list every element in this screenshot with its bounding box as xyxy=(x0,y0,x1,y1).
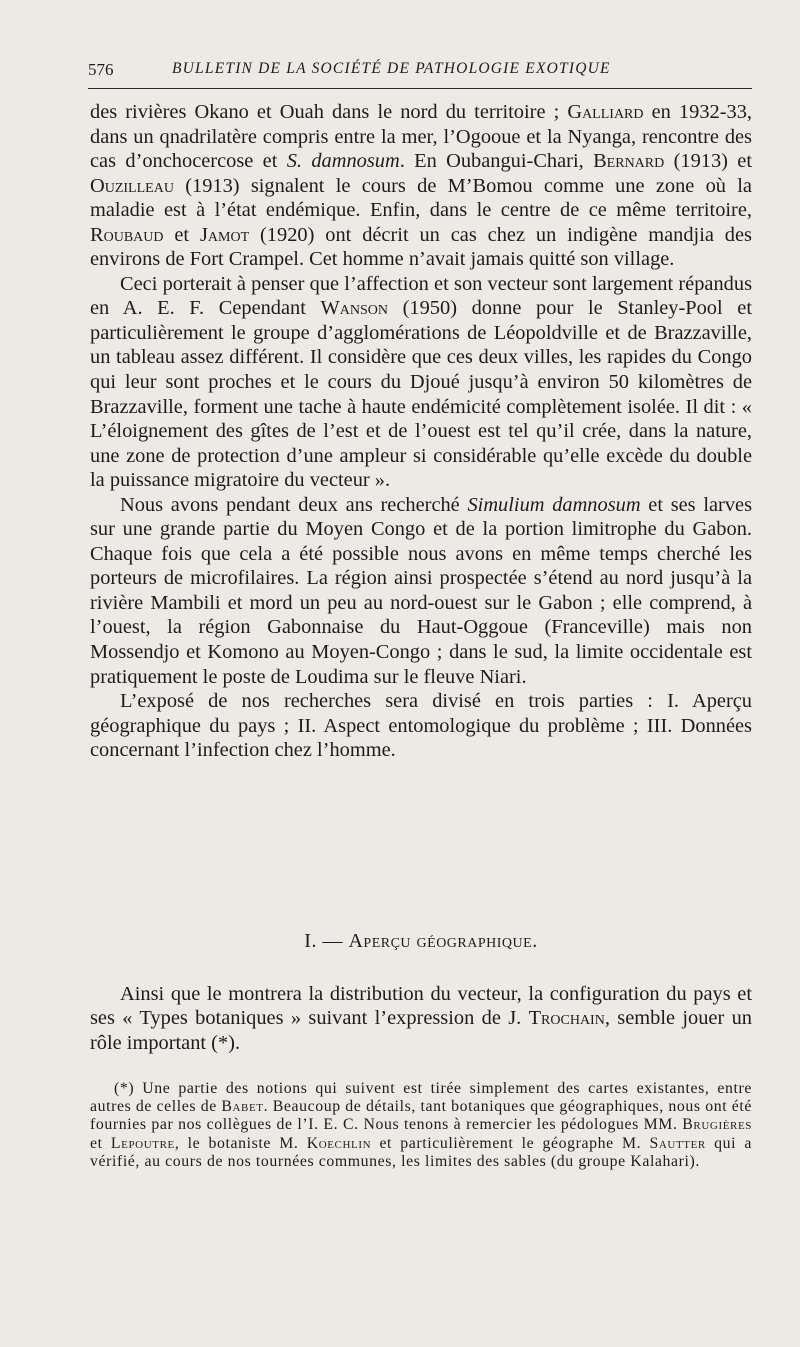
text-run: Nous avons pendant deux ans recherché xyxy=(120,493,468,516)
text-run: , semble jouer un rôle important (*). xyxy=(90,1007,753,1054)
author-trochain: Trochain xyxy=(528,1007,605,1030)
header-rule xyxy=(88,88,752,89)
paragraph-4: L’exposé de nos recherches sera divisé en trois parties : I. Aperçu géographique du pays ; II. Aspect entomologique du problème ; III. Données concernant l’infection chez l’homme. xyxy=(90,690,752,762)
author-jamot: Jamot xyxy=(199,223,250,246)
text-run: et ses larves sur une grande partie du Moyen Congo et de la portion limitrophe du Gabon. Chaque fois que cela a été possible nous avons en même temps cherché les porteurs de microfilaires. La région ainsi prospectée s’étend au nord jusqu’à la rivière Mambili et mord un peu au nord-ouest sur le Gabon ; elle comprend, à l’ouest, la région Gabonnaise du Haut-Oggoue (Franceville) mais non Mossendjo et Komono au Moyen-Congo ; dans le sud, la limite occidentale est pratiquement le poste de Loudima sur le fleuve Niari. xyxy=(90,493,753,688)
author-bernard: Bernard xyxy=(593,150,665,173)
author-roubaud: Roubaud xyxy=(90,223,164,246)
text-run: . En Oubangui-Chari, xyxy=(399,150,594,173)
species-name: Simulium damnosum xyxy=(467,493,641,516)
paragraph-5 xyxy=(90,982,752,1055)
text-run: Ainsi que le montrera la distribution du vecteur, la configuration du pays et ses « Types botaniques » suivant l’expression de J. xyxy=(90,983,752,1030)
text-run: et particulièrement le géographe M. xyxy=(371,1134,650,1152)
text-run: et xyxy=(163,223,200,246)
section-text xyxy=(90,982,752,1055)
author-brugieres: Brugières xyxy=(682,1116,752,1134)
page-header xyxy=(88,60,752,82)
text-run: (1913) et xyxy=(664,150,752,173)
text-run: Ceci porterait à penser que l’affection et son vecteur sont largement répandus en A. E. F. Cependant xyxy=(90,272,752,320)
author-galliard: Galliard xyxy=(567,101,644,123)
paragraph-1 xyxy=(90,100,752,272)
species-name: S. damnosum xyxy=(286,150,400,173)
footnote xyxy=(90,1080,752,1171)
author-ouzilleau: Ouzilleau xyxy=(90,174,174,197)
text-run: (*) Une partie des notions qui suivent est tirée simplement des cartes existantes, entre autres de celles de xyxy=(90,1080,752,1116)
footnote-paragraph xyxy=(90,1080,752,1171)
section-heading xyxy=(90,930,752,953)
author-babet: Babet xyxy=(221,1098,264,1116)
author-wanson: Wanson xyxy=(320,297,389,320)
text-run: en 1932-33, dans un qnadrilatère compris entre la mer, l’Ogooue et la Nyanga, rencontre des cas d’onchocercose et xyxy=(90,101,752,173)
text-run: qui a vérifié, au cours de nos tournées communes, les limites des sables (du groupe Kalahari). xyxy=(90,1134,752,1170)
author-lepoutre: Lepoutre xyxy=(110,1134,175,1152)
text-run: et xyxy=(90,1134,111,1152)
text-run: des rivières Okano et Ouah dans le nord du territoire ; xyxy=(90,101,568,123)
section-number: I. — xyxy=(304,930,349,952)
paragraph-2 xyxy=(90,272,752,493)
text-run: , le botaniste M. xyxy=(174,1134,307,1152)
paragraph-3 xyxy=(90,493,752,689)
author-sautter: Sautter xyxy=(649,1134,706,1152)
section-title-text: Aperçu géographique. xyxy=(348,930,538,952)
running-title: BULLETIN DE LA SOCIÉTÉ DE PATHOLOGIE EXOTIQUE xyxy=(172,60,611,77)
author-koechlin: Koechlin xyxy=(306,1134,372,1152)
text-run: . Beaucoup de détails, tant botaniques que géographiques, nous ont été fournies par nos collègues de l’I. E. C. Nous tenons à remercier les pédologues MM. xyxy=(90,1098,752,1134)
text-run: (1913) signalent le cours de M’Bomou comme une zone où la maladie est à l’état endémique. Enfin, dans le centre de ce même territoire, xyxy=(90,174,752,222)
main-text xyxy=(90,100,752,763)
text-run: (1950) donne pour le Stanley-Pool et particulièrement le groupe d’agglomérations de Léopoldville et de Brazzaville, un tableau assez différent. Il considère que ces deux villes, les rapides du Congo qui leur sont proches et le cours du Djoué jusqu’à environ 50 kilomètres de Brazzaville, forment une tache à haute endémicité complètement isolée. Il dit : « L’éloignement des gîtes de l’est et de l’ouest est tel qu’il crée, dans la nature, une zone de protection d’une ampleur si considérable qu’elle excède du double la puissance migratoire du vecteur ». xyxy=(90,297,752,492)
text-run: (1920) ont décrit un cas chez un indigène mandjia des environs de Fort Crampel. Cet homme n’avait jamais quitté son village. xyxy=(90,223,752,271)
page-number: 576 xyxy=(88,60,114,79)
